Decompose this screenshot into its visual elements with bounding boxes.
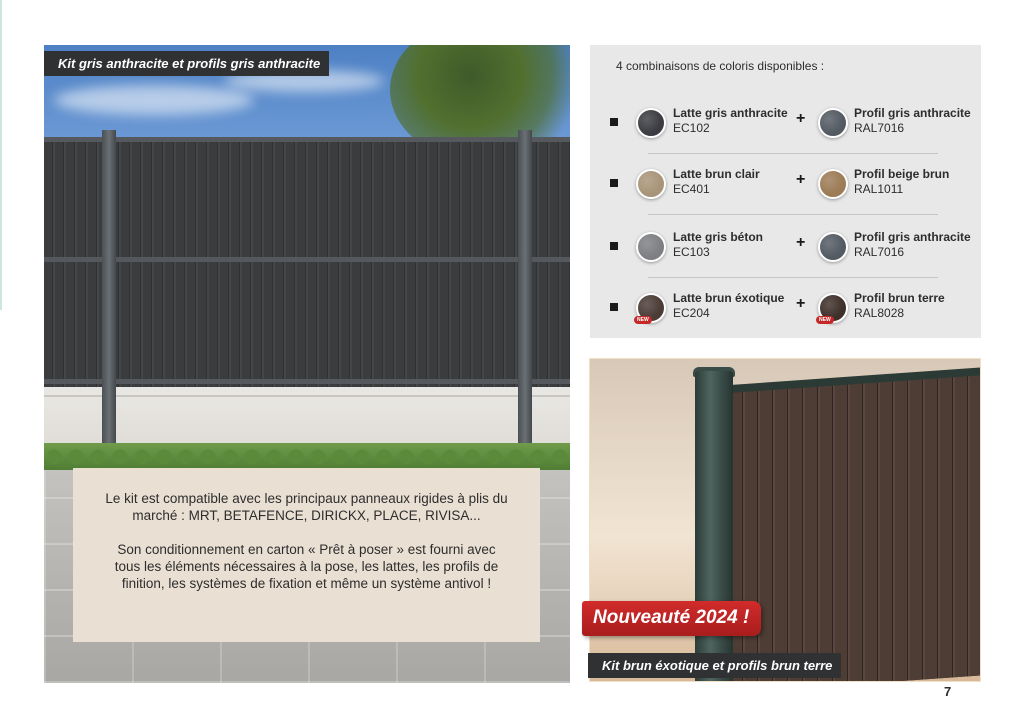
page-number: 7	[944, 684, 952, 699]
profil-code: RAL8028	[854, 306, 905, 320]
compatibility-text-box	[73, 468, 540, 642]
wall-edge	[44, 395, 570, 397]
profil-swatch	[818, 293, 848, 323]
latte-code: EC103	[673, 245, 710, 259]
latte-name: Latte gris béton	[673, 230, 764, 244]
fence-slats-brown	[730, 375, 981, 682]
latte-code: EC204	[673, 306, 710, 320]
profil-code: RAL7016	[854, 245, 905, 259]
latte-swatch	[636, 293, 666, 323]
profil-name: Profil brun terre	[854, 291, 945, 305]
latte-swatch	[636, 232, 666, 262]
profil-name: Profil gris anthracite	[854, 106, 971, 120]
profil-swatch	[818, 232, 848, 262]
profil-code: RAL1011	[854, 182, 904, 196]
latte-swatch	[636, 169, 666, 199]
bullet-icon	[610, 303, 618, 311]
fence-post	[102, 130, 116, 460]
plus-icon: +	[796, 171, 806, 188]
color-combinations-panel	[590, 45, 981, 338]
latte-name: Latte brun éxotique	[673, 291, 785, 305]
plus-icon: +	[796, 110, 806, 127]
divider	[648, 153, 938, 154]
profil-swatch	[818, 169, 848, 199]
profil-name: Profil beige brun	[854, 167, 950, 181]
bullet-icon	[610, 179, 618, 187]
latte-code: EC102	[673, 121, 710, 135]
fence-post	[518, 130, 532, 460]
fence-rail-middle	[44, 257, 570, 262]
fence-rail-bottom	[44, 379, 570, 384]
profil-swatch	[818, 108, 848, 138]
fence-slats	[44, 137, 570, 387]
bullet-icon	[610, 242, 618, 250]
combination-row	[590, 159, 981, 209]
latte-swatch	[636, 108, 666, 138]
combination-row	[590, 222, 981, 272]
new-2024-badge: Nouveauté 2024 !	[582, 601, 761, 636]
caption-brown-kit: Kit brun éxotique et profils brun terre	[588, 653, 841, 678]
compatibility-paragraph: Le kit est compatible avec les principaux panneaux rigides à plis du marché : MRT, BETAFENCE, DIRICKX, PLACE, RIVISA...	[105, 491, 508, 523]
combination-row	[590, 98, 981, 148]
caption-grey-kit: Kit gris anthracite et profils gris anthracite	[44, 51, 329, 76]
plus-icon: +	[796, 295, 806, 312]
cloud	[54, 85, 254, 115]
new-tag: NEW	[816, 316, 834, 324]
new-tag: NEW	[634, 316, 652, 324]
bullet-icon	[610, 118, 618, 126]
profil-name: Profil gris anthracite	[854, 230, 971, 244]
latte-code: EC401	[673, 182, 710, 196]
page-edge-accent	[0, 0, 2, 310]
fence-rail-top	[44, 137, 570, 142]
profil-code: RAL7016	[854, 121, 905, 135]
combination-row	[590, 283, 981, 333]
divider	[648, 214, 938, 215]
packaging-paragraph: Son conditionnement en carton « Prêt à poser » est fourni avec tous les éléments nécessaires à la pose, les lattes, les profils de finition, les systèmes de fixation et même un système antivol !	[114, 542, 499, 591]
latte-name: Latte gris anthracite	[673, 106, 788, 120]
latte-name: Latte brun clair	[673, 167, 760, 181]
combinations-title: 4 combinaisons de coloris disponibles :	[616, 59, 825, 73]
plus-icon: +	[796, 234, 806, 251]
divider	[648, 277, 938, 278]
